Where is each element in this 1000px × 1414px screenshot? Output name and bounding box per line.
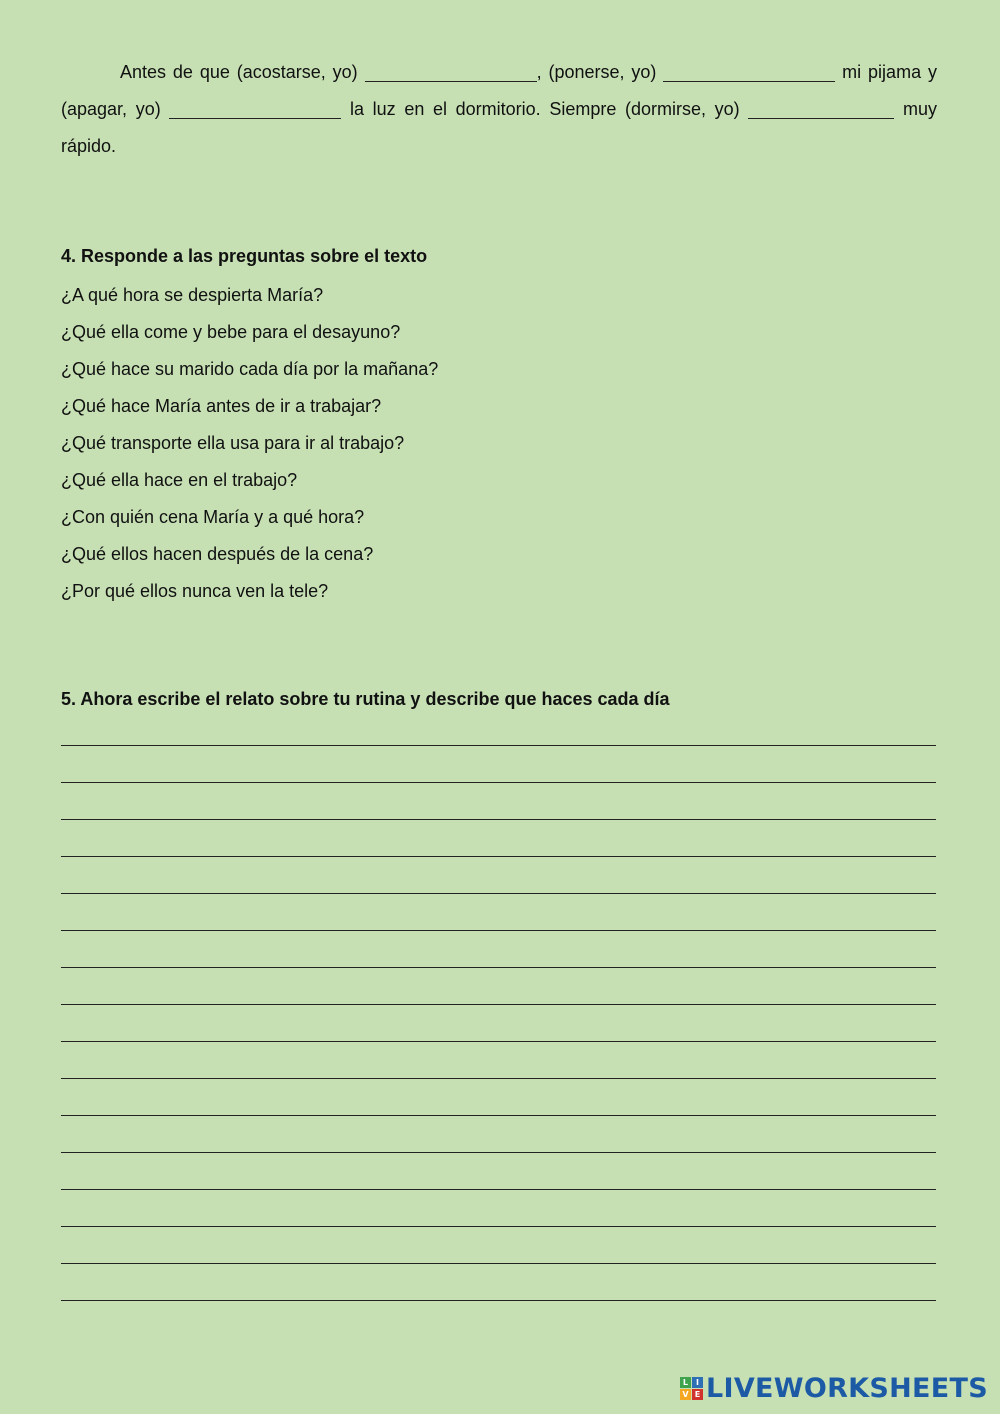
question-item: ¿A qué hora se despierta María? <box>61 285 324 305</box>
question-item: ¿Con quién cena María y a qué hora? <box>61 507 365 527</box>
writing-line[interactable] <box>61 748 936 785</box>
writing-line[interactable] <box>61 1303 936 1340</box>
writing-line[interactable] <box>61 822 936 859</box>
question-item: ¿Qué hace María antes de ir a trabajar? <box>61 396 382 416</box>
blank-acostarse[interactable] <box>365 61 537 82</box>
paragraph-text-3: mi pijama y (apagar, yo) <box>61 62 937 119</box>
writing-line[interactable] <box>61 1044 936 1081</box>
writing-line[interactable] <box>61 1118 936 1155</box>
question-item: ¿Qué ella come y bebe para el desayuno? <box>61 322 401 342</box>
logo-grid-icon <box>680 1377 703 1400</box>
fill-in-paragraph <box>61 54 937 165</box>
liveworksheets-logo <box>680 1373 988 1404</box>
paragraph-text-5: muy rápido. <box>61 99 937 156</box>
paragraph-text-4: la luz en el dormitorio. Siempre (dormirse, yo) <box>341 99 740 119</box>
writing-line[interactable] <box>61 1007 936 1044</box>
questions-list <box>61 283 438 616</box>
writing-line[interactable] <box>61 1081 936 1118</box>
question-item: ¿Qué ella hace en el trabajo? <box>61 470 298 490</box>
question-item: ¿Qué transporte ella usa para ir al trabajo? <box>61 433 405 453</box>
paragraph-text-1: Antes de que (acostarse, yo) <box>120 62 358 82</box>
paragraph-text-2: , (ponerse, yo) <box>536 62 657 82</box>
logo-letter: I <box>692 1377 703 1388</box>
blank-ponerse[interactable] <box>663 61 835 82</box>
writing-line[interactable] <box>61 859 936 896</box>
writing-line[interactable] <box>61 896 936 933</box>
writing-line[interactable] <box>61 785 936 822</box>
writing-line[interactable] <box>61 1155 936 1192</box>
writing-line[interactable] <box>61 970 936 1007</box>
question-item: ¿Qué ellos hacen después de la cena? <box>61 544 374 564</box>
question-item: ¿Qué hace su marido cada día por la mañana? <box>61 359 439 379</box>
section-5-heading: 5. Ahora escribe el relato sobre tu rutina y describe que haces cada día <box>61 689 670 709</box>
blank-apagar[interactable] <box>169 98 341 119</box>
writing-line[interactable] <box>61 933 936 970</box>
logo-letter: L <box>680 1377 691 1388</box>
writing-line[interactable] <box>61 1192 936 1229</box>
blank-dormirse[interactable] <box>748 98 894 119</box>
logo-letter: E <box>692 1389 703 1400</box>
writing-area[interactable] <box>61 748 936 1340</box>
logo-letter: V <box>680 1389 691 1400</box>
logo-text: LIVEWORKSHEETS <box>705 1373 988 1404</box>
question-item: ¿Por qué ellos nunca ven la tele? <box>61 581 329 601</box>
section-4-heading: 4. Responde a las preguntas sobre el texto <box>61 246 428 266</box>
writing-line[interactable] <box>61 1229 936 1266</box>
writing-line[interactable] <box>61 1266 936 1303</box>
